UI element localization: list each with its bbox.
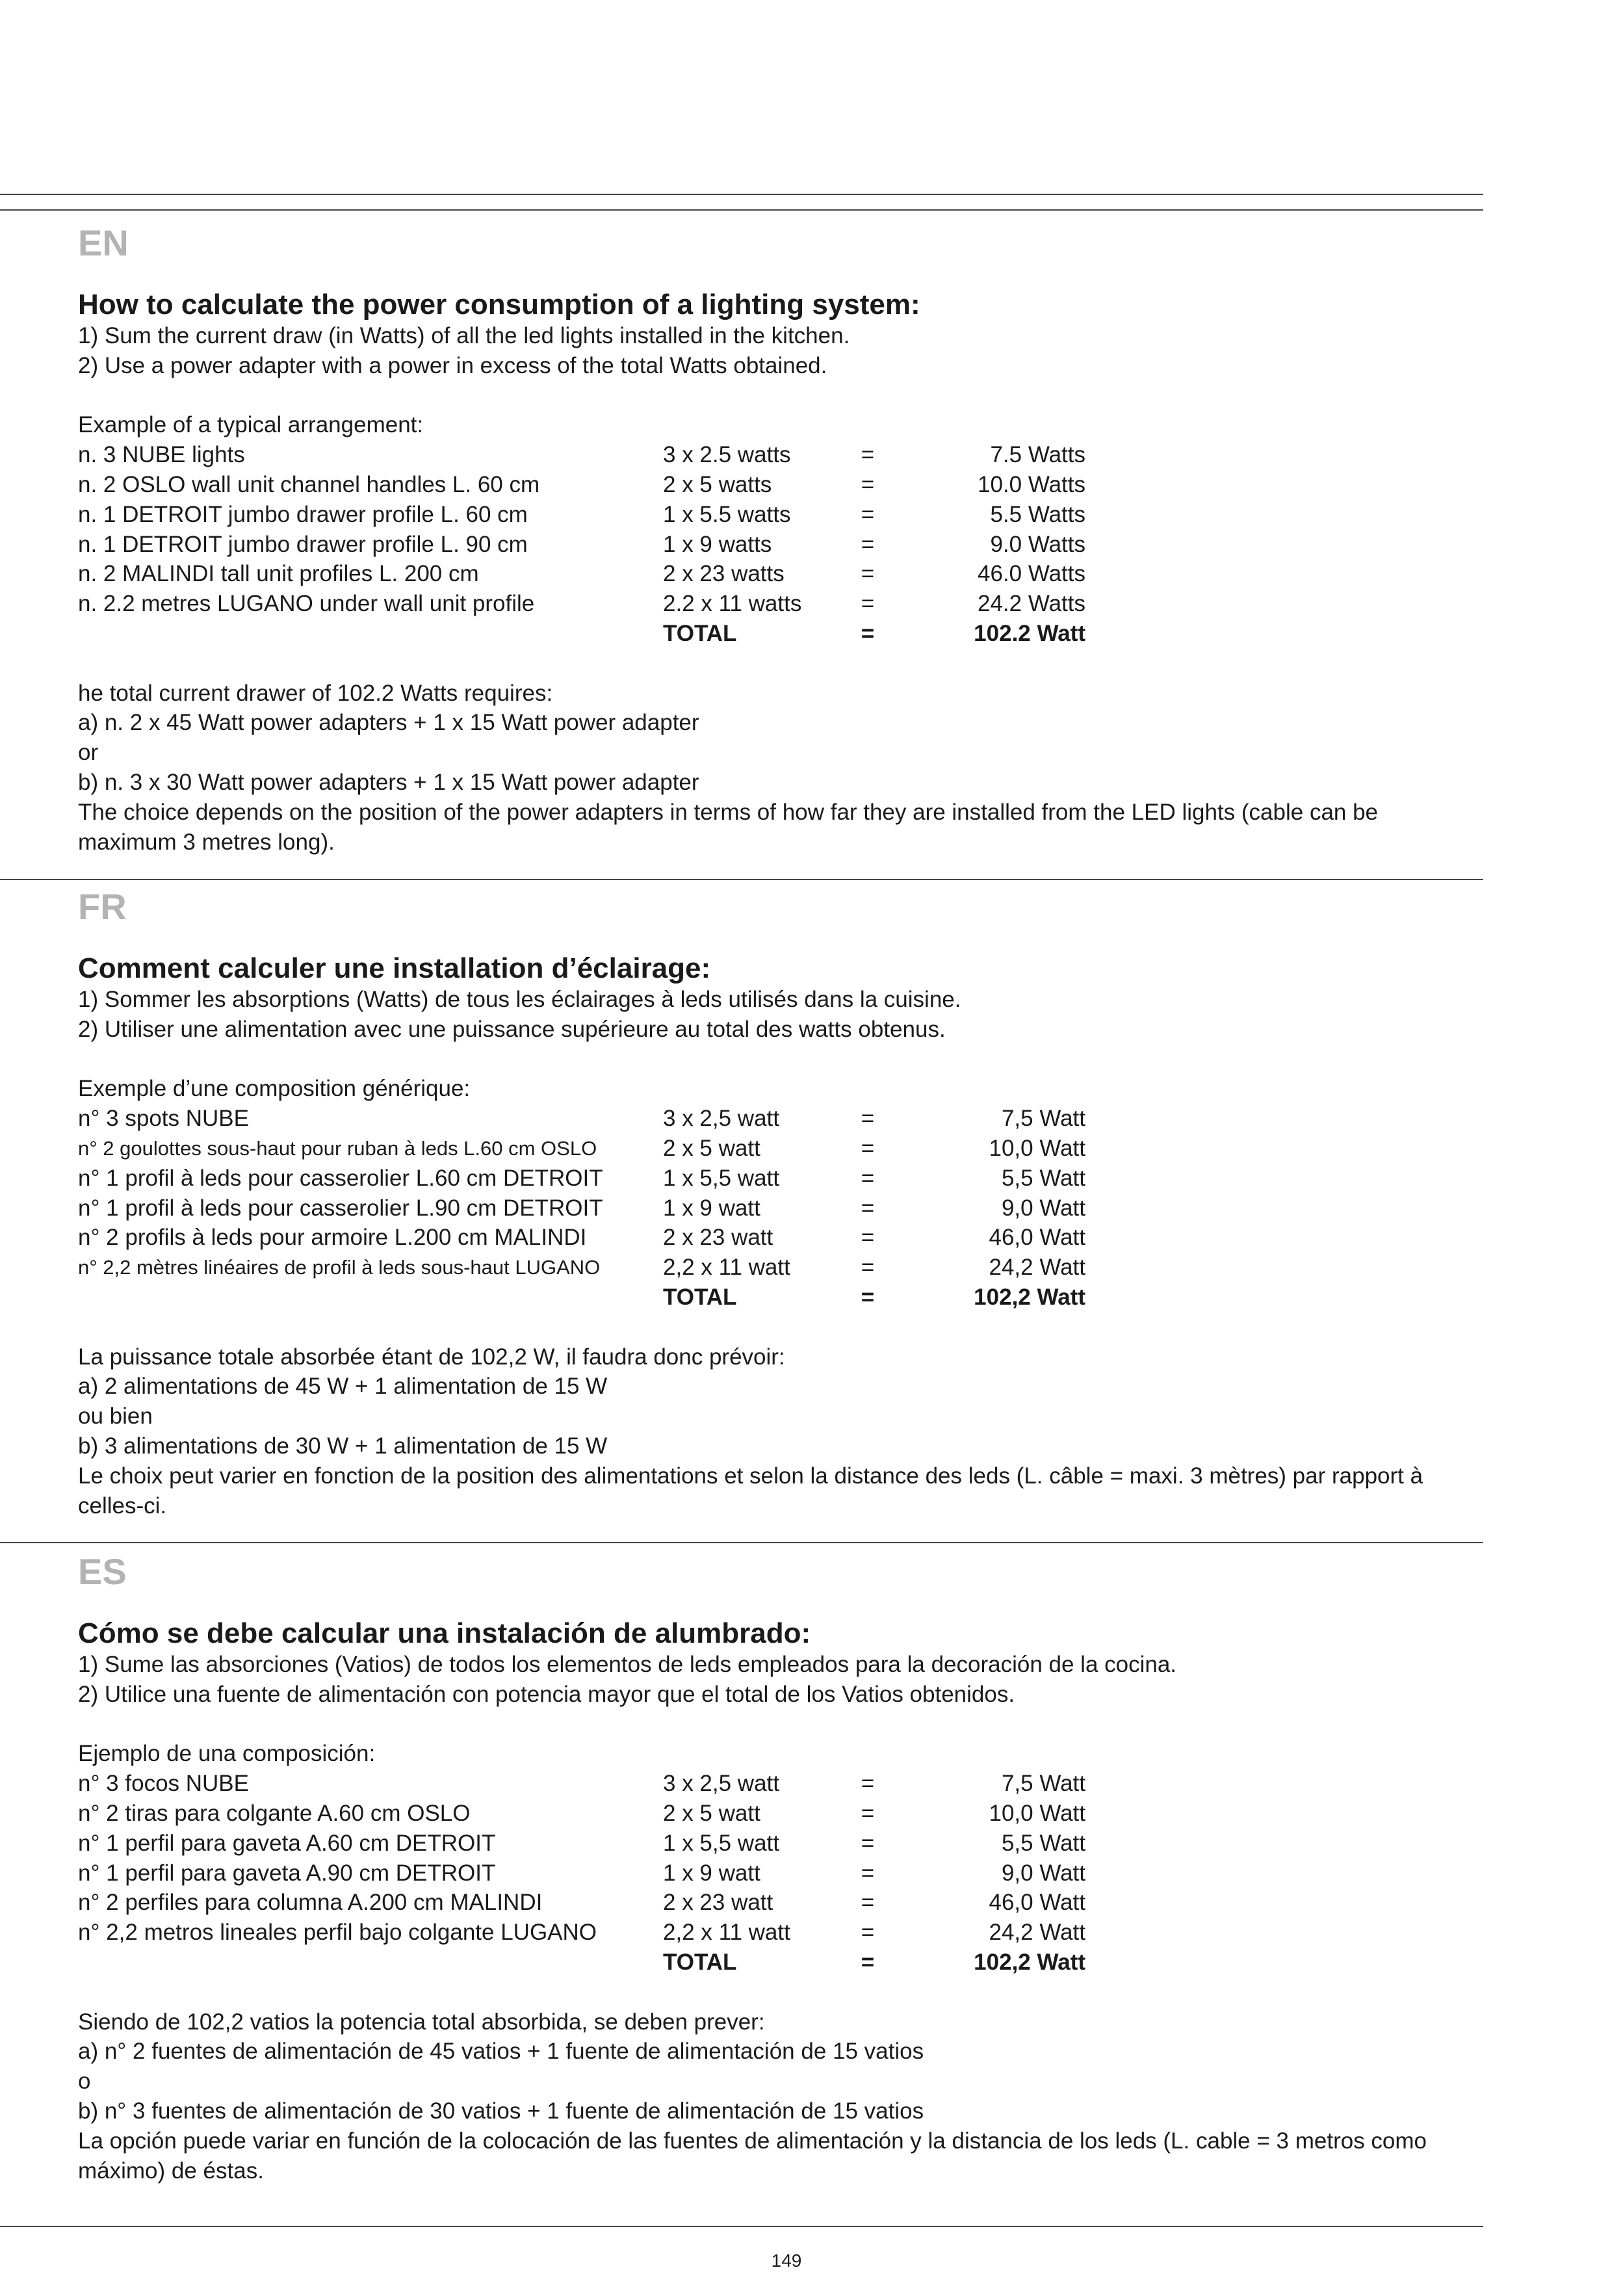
table-row (78, 1194, 1085, 1223)
power-table (78, 1104, 1085, 1312)
row-calculation: 1 x 9 watt (663, 1195, 760, 1221)
row-result: 5,5 Watt (1001, 1165, 1085, 1191)
row-equals: = (861, 561, 875, 587)
conclusion-line: o (78, 2068, 91, 2094)
table-row (78, 559, 1085, 589)
example-label: Ejemplo de una composición: (78, 1741, 376, 1767)
row-description: n° 2,2 metros lineales perfil bajo colgante LUGANO (78, 1920, 597, 1946)
table-row (78, 1918, 1085, 1948)
table-row (78, 1164, 1085, 1194)
row-result: 46,0 Watt (989, 1890, 1085, 1916)
row-equals: = (861, 1135, 875, 1161)
total-label: TOTAL (663, 620, 737, 646)
row-description: n° 1 perfil para gaveta A.90 cm DETROIT (78, 1860, 496, 1886)
total-equals: = (861, 620, 875, 646)
row-description: n° 1 profil à leds pour casserolier L.90 cm DETROIT (78, 1195, 603, 1221)
language-code: FR (78, 886, 127, 927)
row-calculation: 1 x 9 watt (663, 1860, 760, 1886)
row-equals: = (861, 501, 875, 527)
row-description: n. 2 MALINDI tall unit profiles L. 200 cm (78, 561, 479, 587)
language-code: EN (78, 222, 129, 263)
conclusion-line: b) 3 alimentations de 30 W + 1 alimentation de 15 W (78, 1433, 608, 1459)
row-equals: = (861, 1920, 875, 1946)
row-equals: = (861, 1195, 875, 1221)
row-equals: = (861, 1800, 875, 1826)
row-equals: = (861, 591, 875, 617)
power-table (78, 1769, 1085, 1977)
row-description: n° 3 focos NUBE (78, 1771, 249, 1797)
row-description: n° 2 tiras para colgante A.60 cm OSLO (78, 1800, 471, 1826)
conclusion-line: a) n° 2 fuentes de alimentación de 45 vatios + 1 fuente de alimentación de 15 vatios (78, 2039, 924, 2065)
conclusion-line: a) 2 alimentations de 45 W + 1 alimentation de 15 W (78, 1374, 608, 1400)
note: La opción puede variar en función de la colocación de las fuentes de alimentación y la distancia de los leds (L. cable = 3 metros como máximo) de éstas. (78, 2128, 1427, 2184)
conclusion-line: La puissance totale absorbée étant de 102,2 W, il faudra donc prévoir: (78, 1344, 785, 1370)
section-title: Cómo se debe calcular una instalación de alumbrado: (78, 1617, 811, 1649)
section-title: How to calculate the power consumption of a lighting system: (78, 289, 920, 320)
row-equals: = (861, 1106, 875, 1132)
row-calculation: 2 x 23 watt (663, 1890, 773, 1916)
row-equals: = (861, 1860, 875, 1886)
bottom-rule (0, 2226, 1483, 2227)
row-description: n. 3 NUBE lights (78, 442, 245, 468)
example-label: Example of a typical arrangement: (78, 412, 424, 438)
conclusion-line: he total current drawer of 102.2 Watts requires: (78, 680, 553, 706)
total-equals: = (861, 1949, 875, 1975)
row-description: n° 2 profils à leds pour armoire L.200 cm MALINDI (78, 1225, 587, 1251)
row-calculation: 2 x 5 watt (663, 1135, 760, 1161)
table-row (78, 440, 1085, 470)
table-row (78, 530, 1085, 560)
row-description: n° 2 perfiles para columna A.200 cm MALINDI (78, 1890, 543, 1916)
language-code: ES (78, 1551, 127, 1592)
conclusion-line: b) n° 3 fuentes de alimentación de 30 vatios + 1 fuente de alimentación de 15 vatios (78, 2098, 924, 2124)
row-equals: = (861, 1890, 875, 1916)
total-row (78, 619, 1085, 649)
row-equals: = (861, 1830, 875, 1856)
total-row (78, 1948, 1085, 1977)
row-description: n. 2 OSLO wall unit channel handles L. 60 cm (78, 471, 540, 497)
conclusion-line: ou bien (78, 1403, 153, 1429)
row-equals: = (861, 531, 875, 557)
row-description: n° 3 spots NUBE (78, 1106, 249, 1132)
table-row (78, 1769, 1085, 1799)
note: The choice depends on the position of the power adapters in terms of how far they are installed from the LED lights (cable can be maximum 3 metres long). (78, 799, 1379, 855)
row-equals: = (861, 1255, 875, 1281)
table-row (78, 1888, 1085, 1918)
section-divider (0, 879, 1483, 880)
table-row (78, 1104, 1085, 1134)
section-en (78, 222, 1482, 857)
row-result: 24,2 Watt (989, 1255, 1085, 1281)
row-description: n. 1 DETROIT jumbo drawer profile L. 60 cm (78, 501, 528, 527)
row-result: 7,5 Watt (1001, 1771, 1085, 1797)
step: 2) Use a power adapter with a power in excess of the total Watts obtained. (78, 352, 827, 378)
top-rule-2 (0, 209, 1483, 211)
row-result: 24,2 Watt (989, 1920, 1085, 1946)
total-result: 102,2 Watt (974, 1949, 1085, 1975)
row-calculation: 3 x 2,5 watt (663, 1771, 779, 1797)
conclusion-line: a) n. 2 x 45 Watt power adapters + 1 x 15 Watt power adapter (78, 710, 699, 736)
table-row (78, 1223, 1085, 1253)
table-row (78, 1253, 1085, 1283)
row-description: n° 2 goulottes sous-haut pour ruban à leds L.60 cm OSLO (78, 1136, 597, 1160)
conclusion-line: Siendo de 102,2 vatios la potencia total absorbida, se deben prever: (78, 2009, 765, 2035)
row-calculation: 2 x 5 watts (663, 471, 772, 497)
row-result: 5.5 Watts (990, 501, 1085, 527)
section-fr (78, 886, 1482, 1520)
row-equals: = (861, 1771, 875, 1797)
row-result: 9.0 Watts (990, 531, 1085, 557)
row-result: 46,0 Watt (989, 1225, 1085, 1251)
table-row (78, 500, 1085, 530)
total-label: TOTAL (663, 1949, 737, 1975)
row-result: 7,5 Watt (1001, 1106, 1085, 1132)
table-row (78, 1134, 1085, 1164)
row-result: 10,0 Watt (989, 1800, 1085, 1826)
row-result: 10,0 Watt (989, 1135, 1085, 1161)
row-equals: = (861, 442, 875, 468)
conclusion-line: b) n. 3 x 30 Watt power adapters + 1 x 15 Watt power adapter (78, 769, 699, 795)
row-result: 10.0 Watts (978, 471, 1085, 497)
row-description: n° 1 profil à leds pour casserolier L.60 cm DETROIT (78, 1165, 603, 1191)
row-calculation: 3 x 2,5 watt (663, 1106, 779, 1132)
row-result: 24.2 Watts (978, 591, 1085, 617)
row-equals: = (861, 1165, 875, 1191)
total-label: TOTAL (663, 1284, 737, 1310)
step: 1) Sommer les absorptions (Watts) de tous les éclairages à leds utilisés dans la cuisine. (78, 987, 961, 1012)
row-description: n° 2,2 mètres linéaires de profil à leds sous-haut LUGANO (78, 1256, 601, 1279)
conclusion-line: or (78, 740, 99, 766)
section-title: Comment calculer une installation d’éclairage: (78, 952, 711, 984)
row-result: 9,0 Watt (1001, 1195, 1085, 1221)
row-equals: = (861, 1225, 875, 1251)
table-row (78, 470, 1085, 500)
row-calculation: 2 x 5 watt (663, 1800, 760, 1826)
row-equals: = (861, 471, 875, 497)
example-label: Exemple d’une composition générique: (78, 1076, 471, 1102)
row-calculation: 2,2 x 11 watt (663, 1255, 790, 1281)
row-calculation: 1 x 5.5 watts (663, 501, 791, 527)
page-number: 149 (771, 2250, 802, 2271)
row-calculation: 2.2 x 11 watts (663, 591, 802, 617)
table-row (78, 1799, 1085, 1829)
row-calculation: 1 x 9 watts (663, 531, 772, 557)
row-result: 9,0 Watt (1001, 1860, 1085, 1886)
row-calculation: 2 x 23 watts (663, 561, 785, 587)
row-calculation: 1 x 5,5 watt (663, 1830, 779, 1856)
total-result: 102.2 Watt (974, 620, 1085, 646)
row-result: 5,5 Watt (1001, 1830, 1085, 1856)
top-rule-1 (0, 194, 1483, 195)
row-calculation: 2,2 x 11 watt (663, 1920, 790, 1946)
row-description: n° 1 perfil para gaveta A.60 cm DETROIT (78, 1830, 496, 1856)
table-row (78, 1829, 1085, 1859)
step: 1) Sum the current draw (in Watts) of all the led lights installed in the kitchen. (78, 323, 850, 348)
row-result: 46.0 Watts (978, 561, 1085, 587)
step: 1) Sume las absorciones (Vatios) de todos los elementos de leds empleados para la decoración de la cocina. (78, 1652, 1177, 1677)
section-es (78, 1551, 1482, 2185)
row-description: n. 2.2 metres LUGANO under wall unit profile (78, 591, 535, 617)
row-description: n. 1 DETROIT jumbo drawer profile L. 90 cm (78, 531, 528, 557)
total-row (78, 1283, 1085, 1312)
note: Le choix peut varier en fonction de la position des alimentations et selon la distance des leds (L. câble = maxi. 3 mètres) par rapport à celles-ci. (78, 1463, 1423, 1519)
total-result: 102,2 Watt (974, 1284, 1085, 1310)
step: 2) Utiliser une alimentation avec une puissance supérieure au total des watts obtenus. (78, 1016, 946, 1042)
step: 2) Utilice una fuente de alimentación con potencia mayor que el total de los Vatios obtenidos. (78, 1681, 1015, 1707)
power-table (78, 440, 1085, 649)
section-divider (0, 1542, 1483, 1543)
row-calculation: 1 x 5,5 watt (663, 1165, 779, 1191)
row-calculation: 2 x 23 watt (663, 1225, 773, 1251)
table-row (78, 1859, 1085, 1888)
row-calculation: 3 x 2.5 watts (663, 442, 791, 468)
row-result: 7.5 Watts (990, 442, 1085, 468)
total-equals: = (861, 1284, 875, 1310)
table-row (78, 589, 1085, 619)
